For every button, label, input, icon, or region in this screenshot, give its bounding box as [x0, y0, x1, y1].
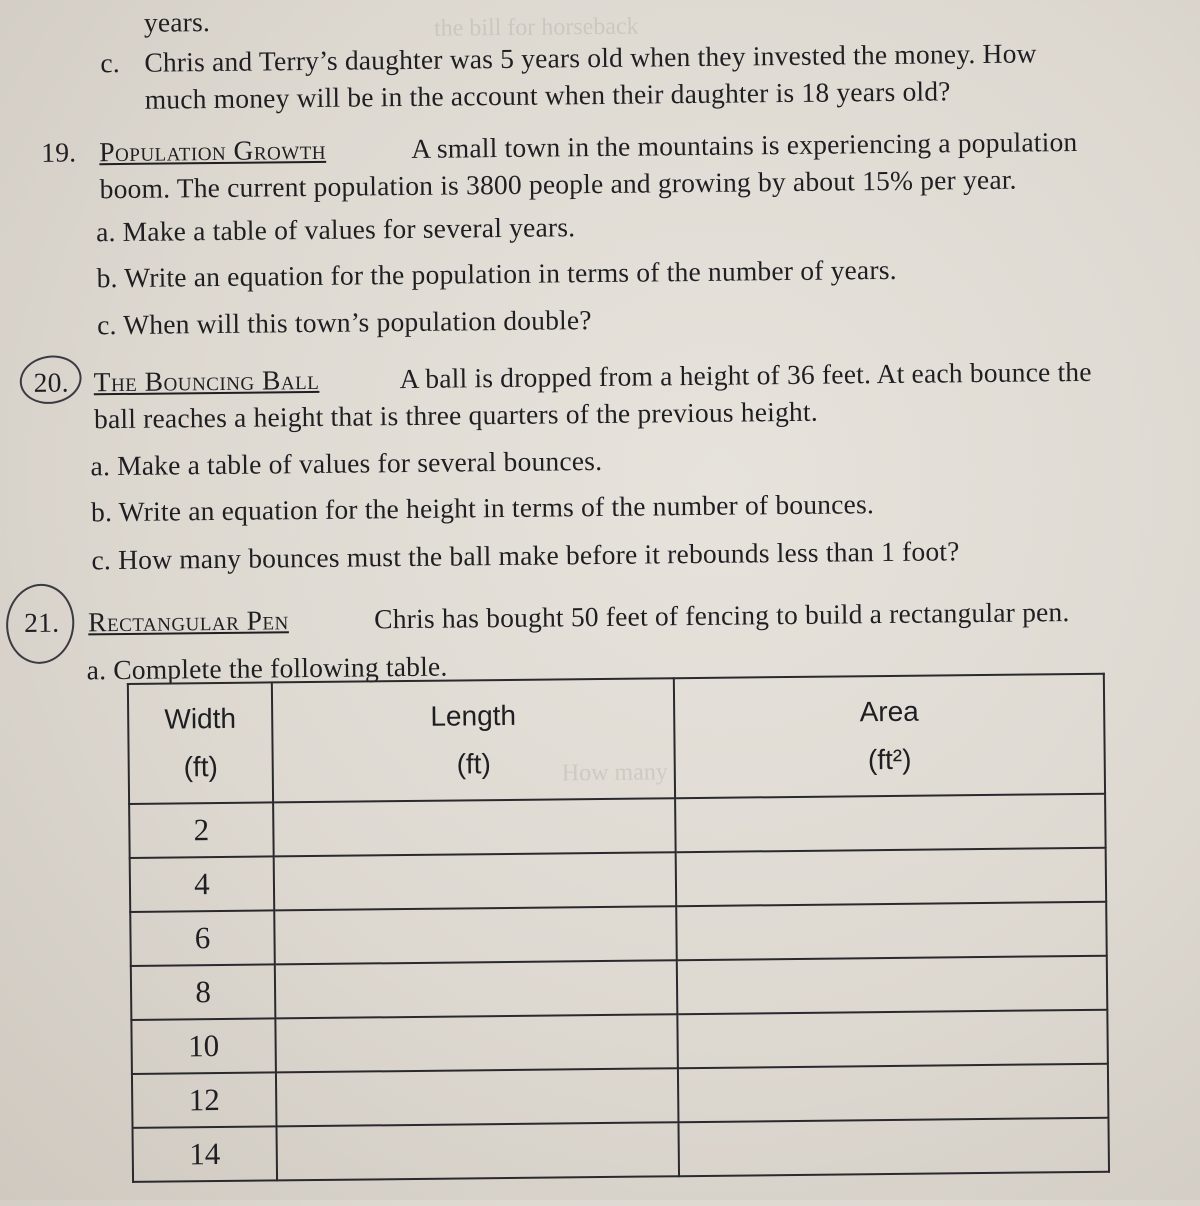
bleed-through: the bill for horseback — [433, 13, 639, 42]
length-cell[interactable] — [274, 852, 677, 910]
q20a-text: a. Make a table of values for several bounces. — [90, 444, 603, 482]
area-cell[interactable] — [677, 956, 1108, 1014]
width-header-label: Width — [164, 702, 237, 735]
width-cell: 14 — [133, 1126, 278, 1182]
area-header-unit: (ft²) — [867, 743, 912, 776]
length-header-unit: (ft) — [456, 748, 491, 780]
q19-line2: boom. The current population is 3800 people and growing by about 15% per year. — [99, 163, 1017, 205]
width-cell: 12 — [132, 1072, 277, 1128]
area-cell[interactable] — [678, 1064, 1109, 1122]
q21-title: Rectangular Pen — [88, 604, 289, 638]
q18-tail-text: years. — [143, 6, 211, 38]
q19a-text: a. Make a table of values for several years. — [95, 211, 576, 248]
width-cell: 4 — [130, 856, 275, 912]
q20c-text: c. How many bounces must the ball make before it rebounds less than 1 foot? — [91, 535, 960, 576]
q18c-label: c. — [100, 46, 120, 79]
length-header-label: Length — [430, 699, 517, 732]
q21a-text: a. Complete the following table. — [86, 650, 448, 686]
length-cell[interactable] — [275, 960, 678, 1018]
width-header-unit: (ft) — [183, 751, 218, 783]
q19-title: Population Growth — [99, 133, 327, 168]
table-header-row — [128, 674, 1105, 804]
width-cell: 10 — [131, 1018, 276, 1074]
q21-line1: Chris has bought 50 feet of fencing to build a rectangular pen. — [374, 596, 1070, 635]
width-cell: 2 — [129, 802, 274, 858]
area-cell[interactable] — [676, 902, 1107, 960]
q19c-text: c. When will this town’s population double? — [96, 304, 592, 341]
q19b-text: b. Write an equation for the population in terms of the number of years. — [96, 253, 897, 294]
q21-number: 21. — [24, 606, 60, 639]
length-header — [272, 678, 675, 802]
q18c-line2: much money will be in the account when their daughter is 18 years old? — [144, 75, 951, 115]
length-cell[interactable] — [273, 798, 676, 856]
q18c-line1: Chris and Terry’s daughter was 5 years old when they invested the money. How — [144, 37, 1037, 78]
bleed-through: How many — [561, 759, 668, 787]
rectangular-pen-table — [127, 673, 1110, 1183]
q20-title: The Bouncing Ball — [93, 363, 320, 398]
q19-number: 19. — [41, 136, 77, 168]
table-row — [133, 1118, 1110, 1182]
width-header — [128, 682, 273, 804]
area-cell[interactable] — [677, 1010, 1108, 1068]
length-cell[interactable] — [274, 906, 677, 964]
q20-line2: ball reaches a height that is three quarters of the previous height. — [93, 395, 818, 435]
area-header — [674, 674, 1105, 798]
q20-line1: A ball is dropped from a height of 36 feet. At each bounce the — [399, 355, 1092, 395]
area-cell[interactable] — [676, 848, 1107, 906]
area-header-label: Area — [859, 695, 919, 728]
length-cell[interactable] — [276, 1068, 679, 1126]
length-cell[interactable] — [275, 1014, 678, 1072]
area-cell[interactable] — [678, 1118, 1109, 1177]
q20-number: 20. — [33, 366, 69, 398]
q19-line1: A small town in the mountains is experiencing a population — [411, 125, 1078, 164]
q20b-text: b. Write an equation for the height in terms of the number of bounces. — [90, 488, 875, 528]
width-cell: 6 — [130, 910, 275, 966]
width-cell: 8 — [131, 964, 276, 1020]
area-cell[interactable] — [675, 794, 1106, 852]
length-cell[interactable] — [276, 1122, 679, 1180]
